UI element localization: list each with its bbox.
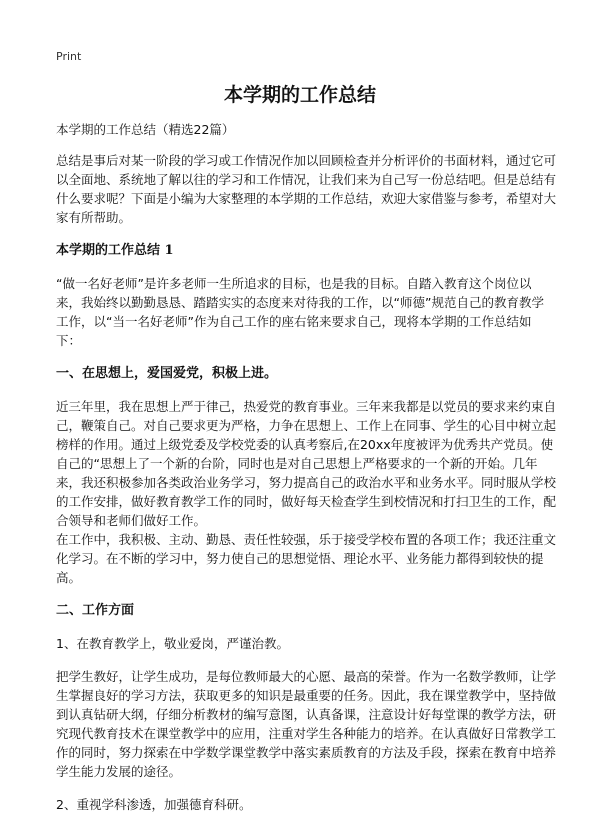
work-item-2: 2、重视学科渗透，加强德育科研。 (56, 797, 252, 812)
subsection-heading-work: 二、工作方面 (56, 603, 135, 618)
thought-paragraph-2: 在工作中，我积极、主动、勤恳、责任性较强，乐于接受学校布置的各项工作；我还注重文化学习。在不断的学习中，努力使自己的思想觉悟、理论水平、业务能力都得到较快的提高。 (56, 532, 557, 585)
print-label[interactable]: Print (56, 50, 82, 63)
document-subtitle: 本学期的工作总结（精选22篇） (56, 122, 235, 137)
section-paragraph: “做一名好老师”是许多老师一生所追求的目标，也是我的目标。自踏入教育这个岗位以来，我始终以勤勤恳恳、踏踏实实的态度来对待我的工作，以“师德”规范自己的教育教学工作，以“当一名好老师”作为自己工作的座右铭来要求自己，现将本学期的工作总结如下： (56, 276, 544, 348)
work-paragraph-1: 把学生教好，让学生成功，是每位教师最大的心愿、最高的荣誉。作为一名数学教师，让学生掌握良好的学习方法，获取更多的知识是最重要的任务。因此，我在课堂教学中，坚持做到认真钻研大纲，仔细分析教材的编写意图，认真备课，注意设计好每堂课的教学方法，研究现代教育技术在课堂教学中的应用，注重对学生各种能力的培养。在认真做好日常教学工作的同时，努力探索在中学数学课堂教学中落实素质教育的方法及手段，探索在教育中培养学生能力发展的途径。 (56, 669, 557, 779)
section-heading: 本学期的工作总结 1 (56, 243, 174, 258)
intro-paragraph: 总结是事后对某一阶段的学习或工作情况作加以回顾检查并分析评价的书面材料，通过它可以全面地、系统地了解以往的学习和工作情况，让我们来为自己写一份总结吧。但是总结有什么要求呢？下面是小编为大家整理的本学期的工作总结，欢迎大家借鉴与参考，希望对大家有所帮助。 (56, 153, 557, 225)
page-title: 本学期的工作总结 (223, 84, 376, 106)
work-item-1: 1、在教育教学上，敬业爱岗，严谨治教。 (56, 636, 289, 651)
thought-paragraph-1: 近三年里，我在思想上严于律己，热爱党的教育事业。三年来我都是以党员的要求来约束自己，鞭策自己。对自己要求更为严格，力争在思想上、工作上在同事、学生的心目中树立起榜样的作用。通过上级党委及学校党委的认真考察后,在20xx年度被评为优秀共产党员。使自己的“思想上了一个新的台阶，同时也是对自己思想上严格要求的一个新的开始。几年来，我还积极参加各类政治业务学习，努力提高自己的政治水平和业务水平。同时服从学校的工作安排，做好教育教学工作的同时，做好每天检查学生到校情况和打扫卫生的工作，配合领导和老师们做好工作。 (56, 399, 557, 528)
subsection-heading-thought: 一、在思想上，爱国爱党，积极上进。 (56, 366, 278, 381)
document-body (56, 120, 556, 828)
